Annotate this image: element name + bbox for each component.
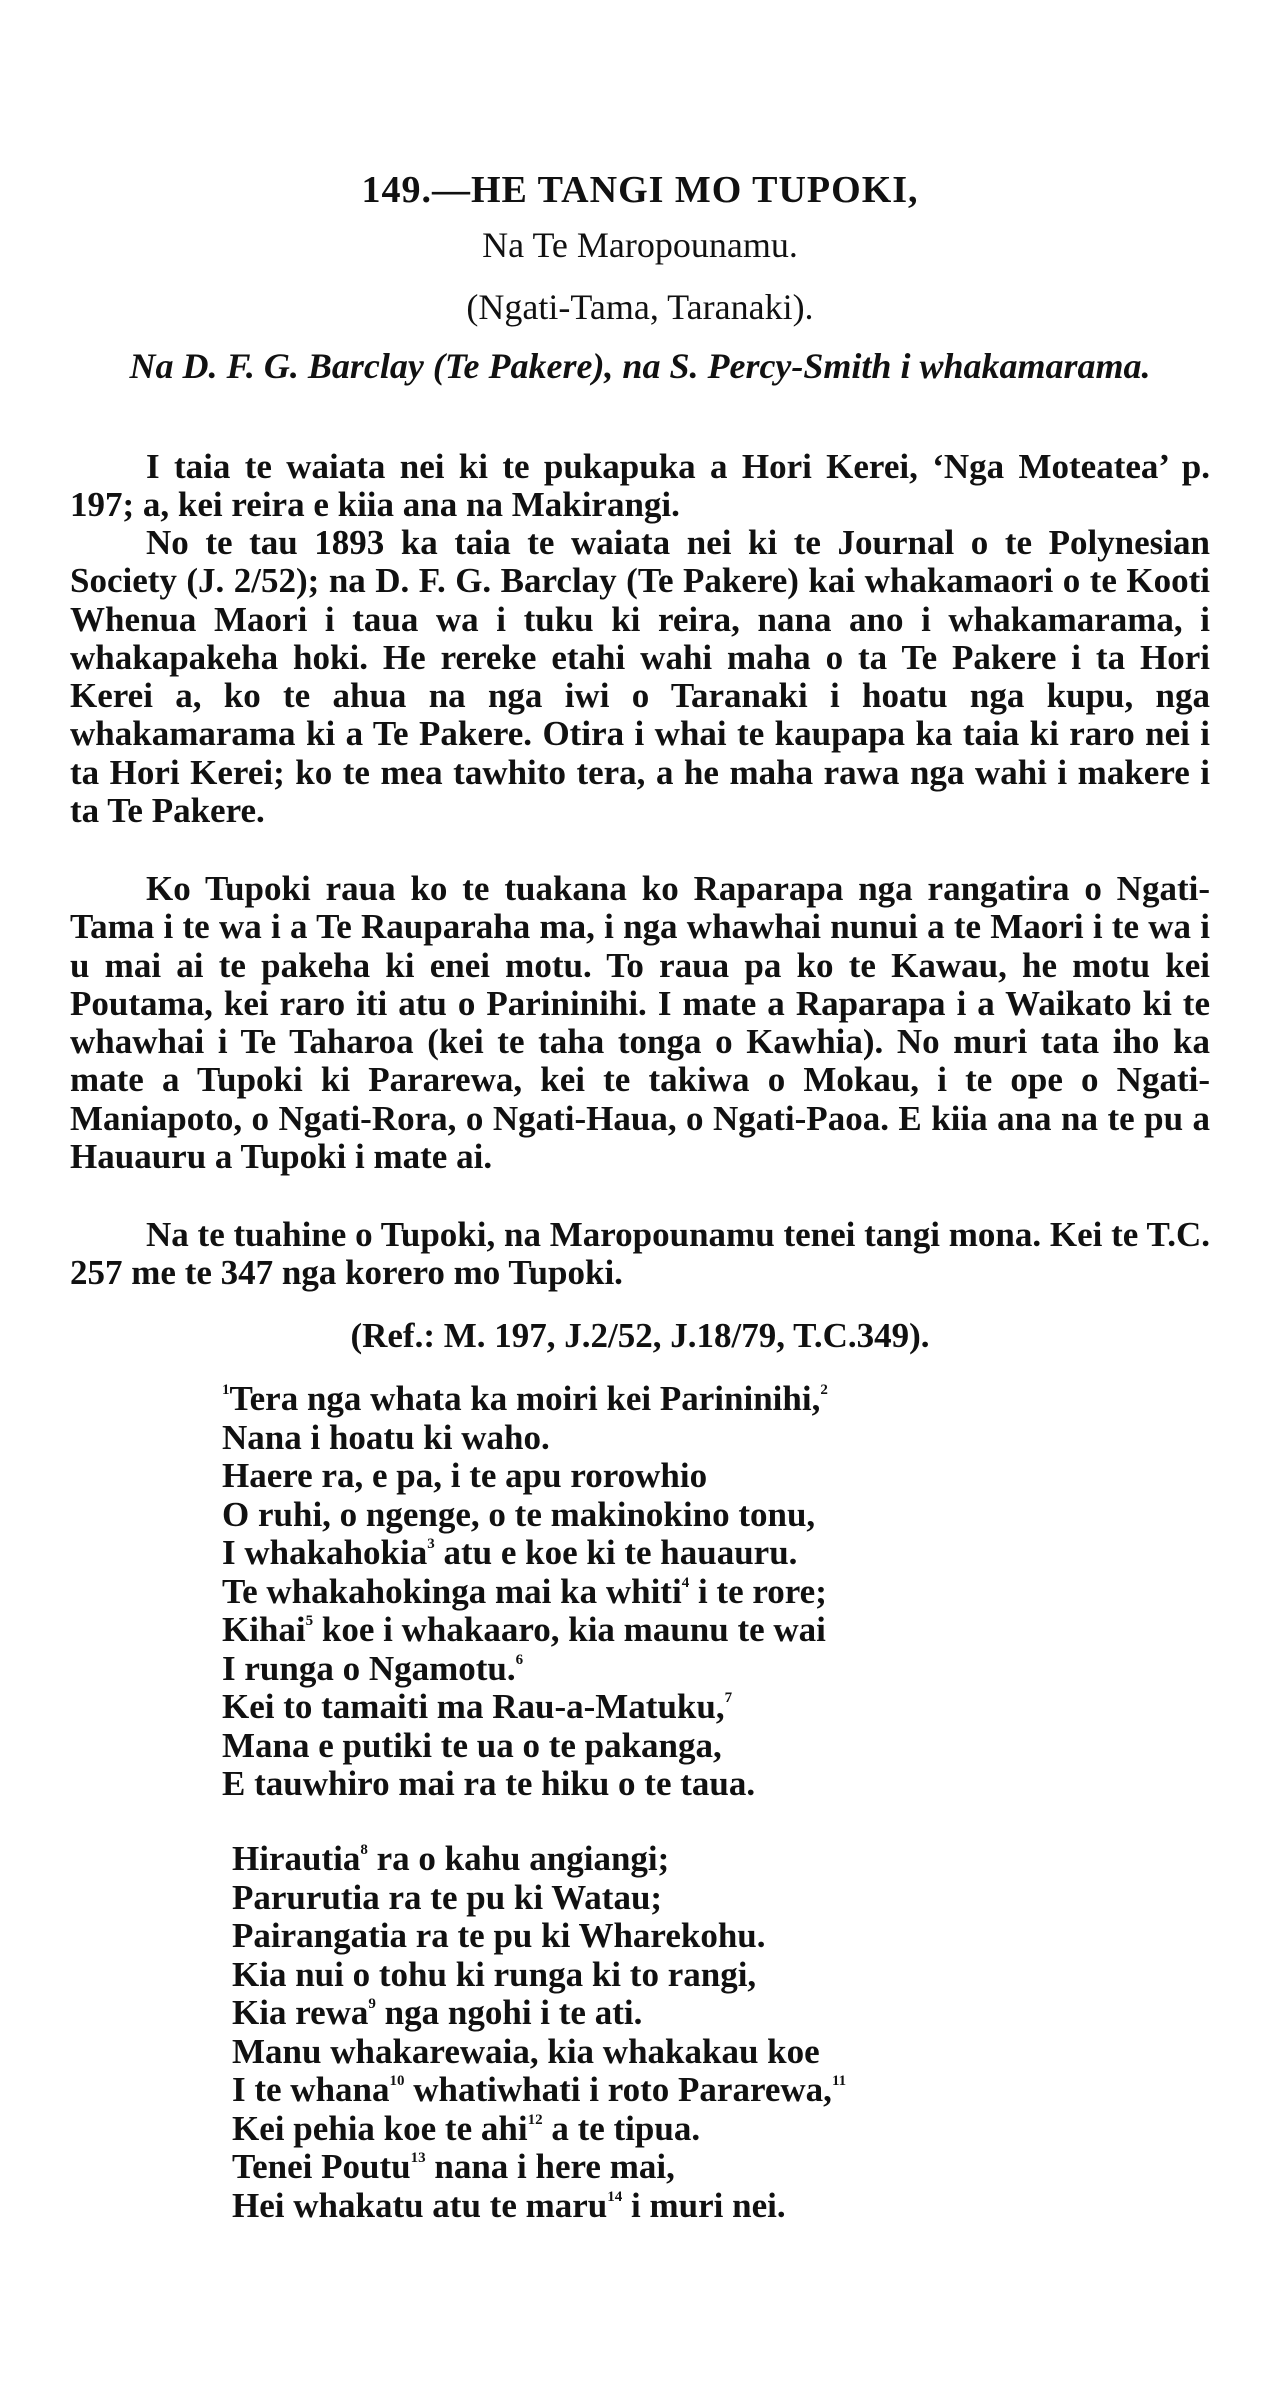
poem-text: I runga o Ngamotu.: [222, 1648, 516, 1688]
poem-text: Haere ra, e pa, i te apu rorowhio: [222, 1456, 708, 1495]
footnote-marker: 7: [724, 1690, 733, 1706]
poem-line: [232, 2187, 1232, 2226]
paragraph-3: [70, 870, 1210, 1176]
footnote-marker: 11: [831, 2073, 847, 2089]
footnote-marker: 1: [222, 1382, 230, 1398]
footnote-marker: 10: [389, 2073, 405, 2089]
poem-stanza-2: [232, 1840, 1232, 2225]
poem-line: [222, 1611, 1222, 1650]
poem-line: [222, 1688, 1222, 1727]
paragraph-2: [70, 524, 1210, 830]
poem-text: Kia nui o tohu ki runga ki to rangi,: [232, 1954, 757, 1994]
poem-text: Mana e putiki te ua o te pakanga,: [222, 1725, 722, 1765]
poem-line: [222, 1765, 1222, 1804]
footnote-marker: 4: [681, 1574, 690, 1591]
poem-text: Kia rewa: [232, 1993, 369, 2032]
page-title: 149.—HE TANGI MO TUPOKI,: [361, 169, 919, 211]
poem-text: nga ngohi i te ati.: [375, 1993, 643, 2032]
poem-line: [232, 1879, 1232, 1918]
poem-text: ra o kahu angiangi;: [367, 1839, 670, 1878]
footnote-marker: 14: [607, 2188, 623, 2205]
poem-text: Kei to tamaiti ma Rau-a-Matuku,: [222, 1687, 725, 1726]
footnote-marker: 6: [515, 1651, 524, 1668]
paragraph-text: Na te tuahine o Tupoki, na Maropounamu tenei tangi mona. Kei te T.C. 257 me te 347 nga korero mo Tupoki.: [70, 1215, 1210, 1293]
poem-line: [222, 1457, 1222, 1496]
poem-text: nana i here mai,: [425, 2147, 675, 2186]
poem-text: Manu whakarewaia, kia whakakau koe: [232, 2031, 820, 2071]
poem-line: [222, 1573, 1222, 1612]
poem-line: [232, 1917, 1232, 1956]
poem-line: [232, 2071, 1232, 2110]
paragraph-1: [70, 448, 1210, 528]
poem-line: [222, 1650, 1222, 1689]
footnote-marker: 9: [368, 1996, 376, 2012]
poem-line: [222, 1496, 1222, 1535]
footnote-marker: 13: [410, 2150, 426, 2166]
footnote-marker: 3: [427, 1536, 435, 1552]
poem-text: Tera nga whata ka moiri kei Parininihi,: [229, 1379, 821, 1418]
poem-text: a te tipua.: [542, 2108, 701, 2148]
poem-line: [232, 1840, 1232, 1879]
paragraph-text: I taia te waiata nei ki te pukapuka a Hori Kerei, ‘Nga Moteatea’ p. 197; a, kei reira e kiia ana na Makirangi.: [70, 447, 1210, 525]
footnote-marker: 5: [305, 1613, 314, 1629]
poem-text: Parurutia ra te pu ki Watau;: [232, 1877, 663, 1917]
poem-text: i muri nei.: [622, 2185, 786, 2225]
byline: Na D. F. G. Barclay (Te Pakere), na S. Percy-Smith i whakamarama.: [129, 346, 1151, 386]
poem-line: [222, 1727, 1222, 1766]
poem-text: I whakahokia: [222, 1533, 428, 1572]
poem-line: [232, 1994, 1232, 2033]
poem-stanza-1: [222, 1380, 1222, 1804]
poem-text: koe i whakaaro, kia maunu te wai: [313, 1610, 826, 1649]
poem-text: Te whakahokinga mai ka whiti: [222, 1571, 682, 1611]
poem-line: [222, 1380, 1222, 1419]
footnote-marker: 12: [527, 2111, 543, 2128]
poem-line: [232, 2110, 1232, 2149]
poem-text: i te rore;: [689, 1571, 827, 1611]
poem-text: Hirautia: [232, 1839, 361, 1878]
poem-text: Hei whakatu atu te maru: [232, 2185, 608, 2225]
poem-text: E tauwhiro mai ra te hiku o te taua.: [222, 1764, 756, 1803]
poem-line: [232, 2033, 1232, 2072]
poem-line: [232, 2148, 1232, 2187]
poem-text: O ruhi, o ngenge, o te makinokino tonu,: [222, 1494, 816, 1534]
poem-line: [222, 1534, 1222, 1573]
poem-text: Kihai: [222, 1610, 306, 1649]
poem-text: Tenei Poutu: [232, 2147, 411, 2186]
paragraph-text: No te tau 1893 ka taia te waiata nei ki te Journal o te Polynesian Society (J. 2/52); na D. F. G. Barclay (Te Pakere) kai whakamaori o te Kooti Whenua Maori i taua wa i tuku ki reira, nana ano i whakamarama, i whakapakeha hoki. He rereke etahi wahi maha o ta Te Pakere i ta Hori Kerei a, ko te ahua na nga iwi o Taranaki i hoatu nga kupu, nga whakamarama ki a Te Pakere. Otira i whai te kaupapa ka taia ki raro nei i ta Hori Kerei; ko te mea tawhito tera, a he maha rawa nga wahi i makere i ta Te Pakere.: [70, 523, 1210, 831]
poem-text: Nana i hoatu ki waho.: [222, 1417, 550, 1457]
reference-line: (Ref.: M. 197, J.2/52, J.18/79, T.C.349).: [350, 1316, 930, 1355]
composer-line: Na Te Maropounamu.: [482, 225, 798, 265]
poem-text: Kei pehia koe te ahi: [232, 2108, 528, 2148]
paragraph-text: Ko Tupoki raua ko te tuakana ko Raparapa nga rangatira o Ngati-Tama i te wa i a Te Rauparaha ma, i nga whawhai nunui a te Maori i te wa i u mai ai te pakeha ki enei motu. To raua pa ko te Kawau, he motu kei Poutama, kei raro iti atu o Parininihi. I mate a Raparapa i a Waikato ki te whawhai i Te Taharoa (kei te taha tonga o Kawhia). No muri tata iho ka mate a Tupoki ki Pararewa, kei te takiwa o Mokau, i te ope o Ngati-Maniapoto, o Ngati-Rora, o Ngati-Haua, o Ngati-Paoa. E kiia ana na te pu a Hauauru a Tupoki i mate ai.: [70, 869, 1210, 1177]
footnote-marker: 2: [820, 1382, 828, 1398]
poem-line: [232, 1956, 1232, 1995]
tribe-line: (Ngati-Tama, Taranaki).: [466, 287, 814, 327]
poem-text: Pairangatia ra te pu ki Wharekohu.: [232, 1916, 766, 1955]
poem-text: I te whana: [232, 2070, 390, 2109]
paragraph-4: [70, 1216, 1210, 1293]
footnote-marker: 8: [360, 1842, 368, 1858]
poem-text: whatiwhati i roto Pararewa,: [404, 2070, 832, 2109]
poem-text: atu e koe ki te hauauru.: [434, 1533, 798, 1572]
poem-line: [222, 1419, 1222, 1458]
